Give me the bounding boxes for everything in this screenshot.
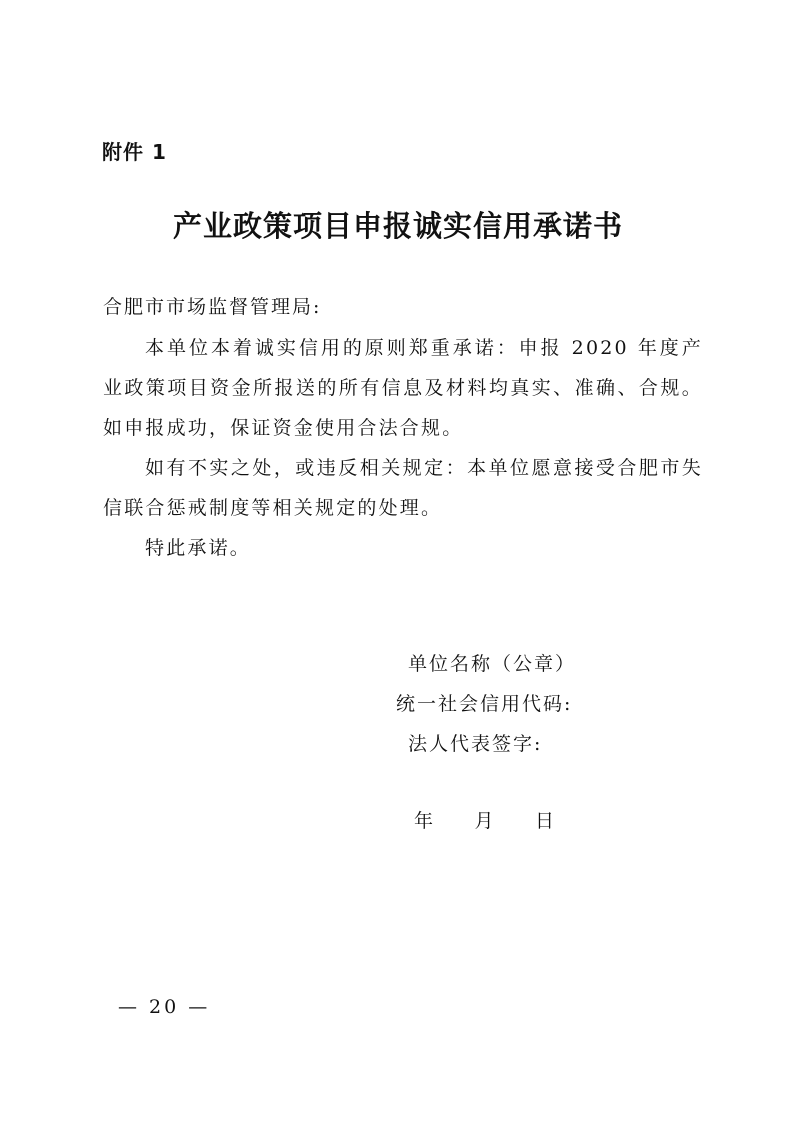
paragraph-closing: 特此承诺。 xyxy=(145,537,252,559)
attachment-label: 附件 1 xyxy=(102,140,167,164)
signature-legal-rep: 法人代表签字: xyxy=(408,733,543,755)
salutation: 合肥市市场监督管理局: xyxy=(103,296,322,318)
date-month: 月 xyxy=(474,810,494,832)
signature-unit-name: 单位名称（公章） xyxy=(408,653,577,675)
page-number: — 20 — xyxy=(118,996,211,1018)
signature-credit-code: 统一社会信用代码: xyxy=(396,693,573,715)
paragraph-commitment: 本单位本着诚实信用的原则郑重承诺：申报 2020 年度产业政策项目资金所报送的所有信息及材料均真实、准确、合规。如申报成功，保证资金使用合法合规。 xyxy=(103,337,703,439)
date-year: 年 xyxy=(414,810,434,832)
date-row xyxy=(414,806,554,833)
paragraph-violation: 如有不实之处，或违反相关规定：本单位愿意接受合肥市失信联合惩戒制度等相关规定的处理。 xyxy=(103,457,703,519)
date-day: 日 xyxy=(534,810,554,832)
document-title: 产业政策项目申报诚实信用承诺书 xyxy=(172,209,623,243)
